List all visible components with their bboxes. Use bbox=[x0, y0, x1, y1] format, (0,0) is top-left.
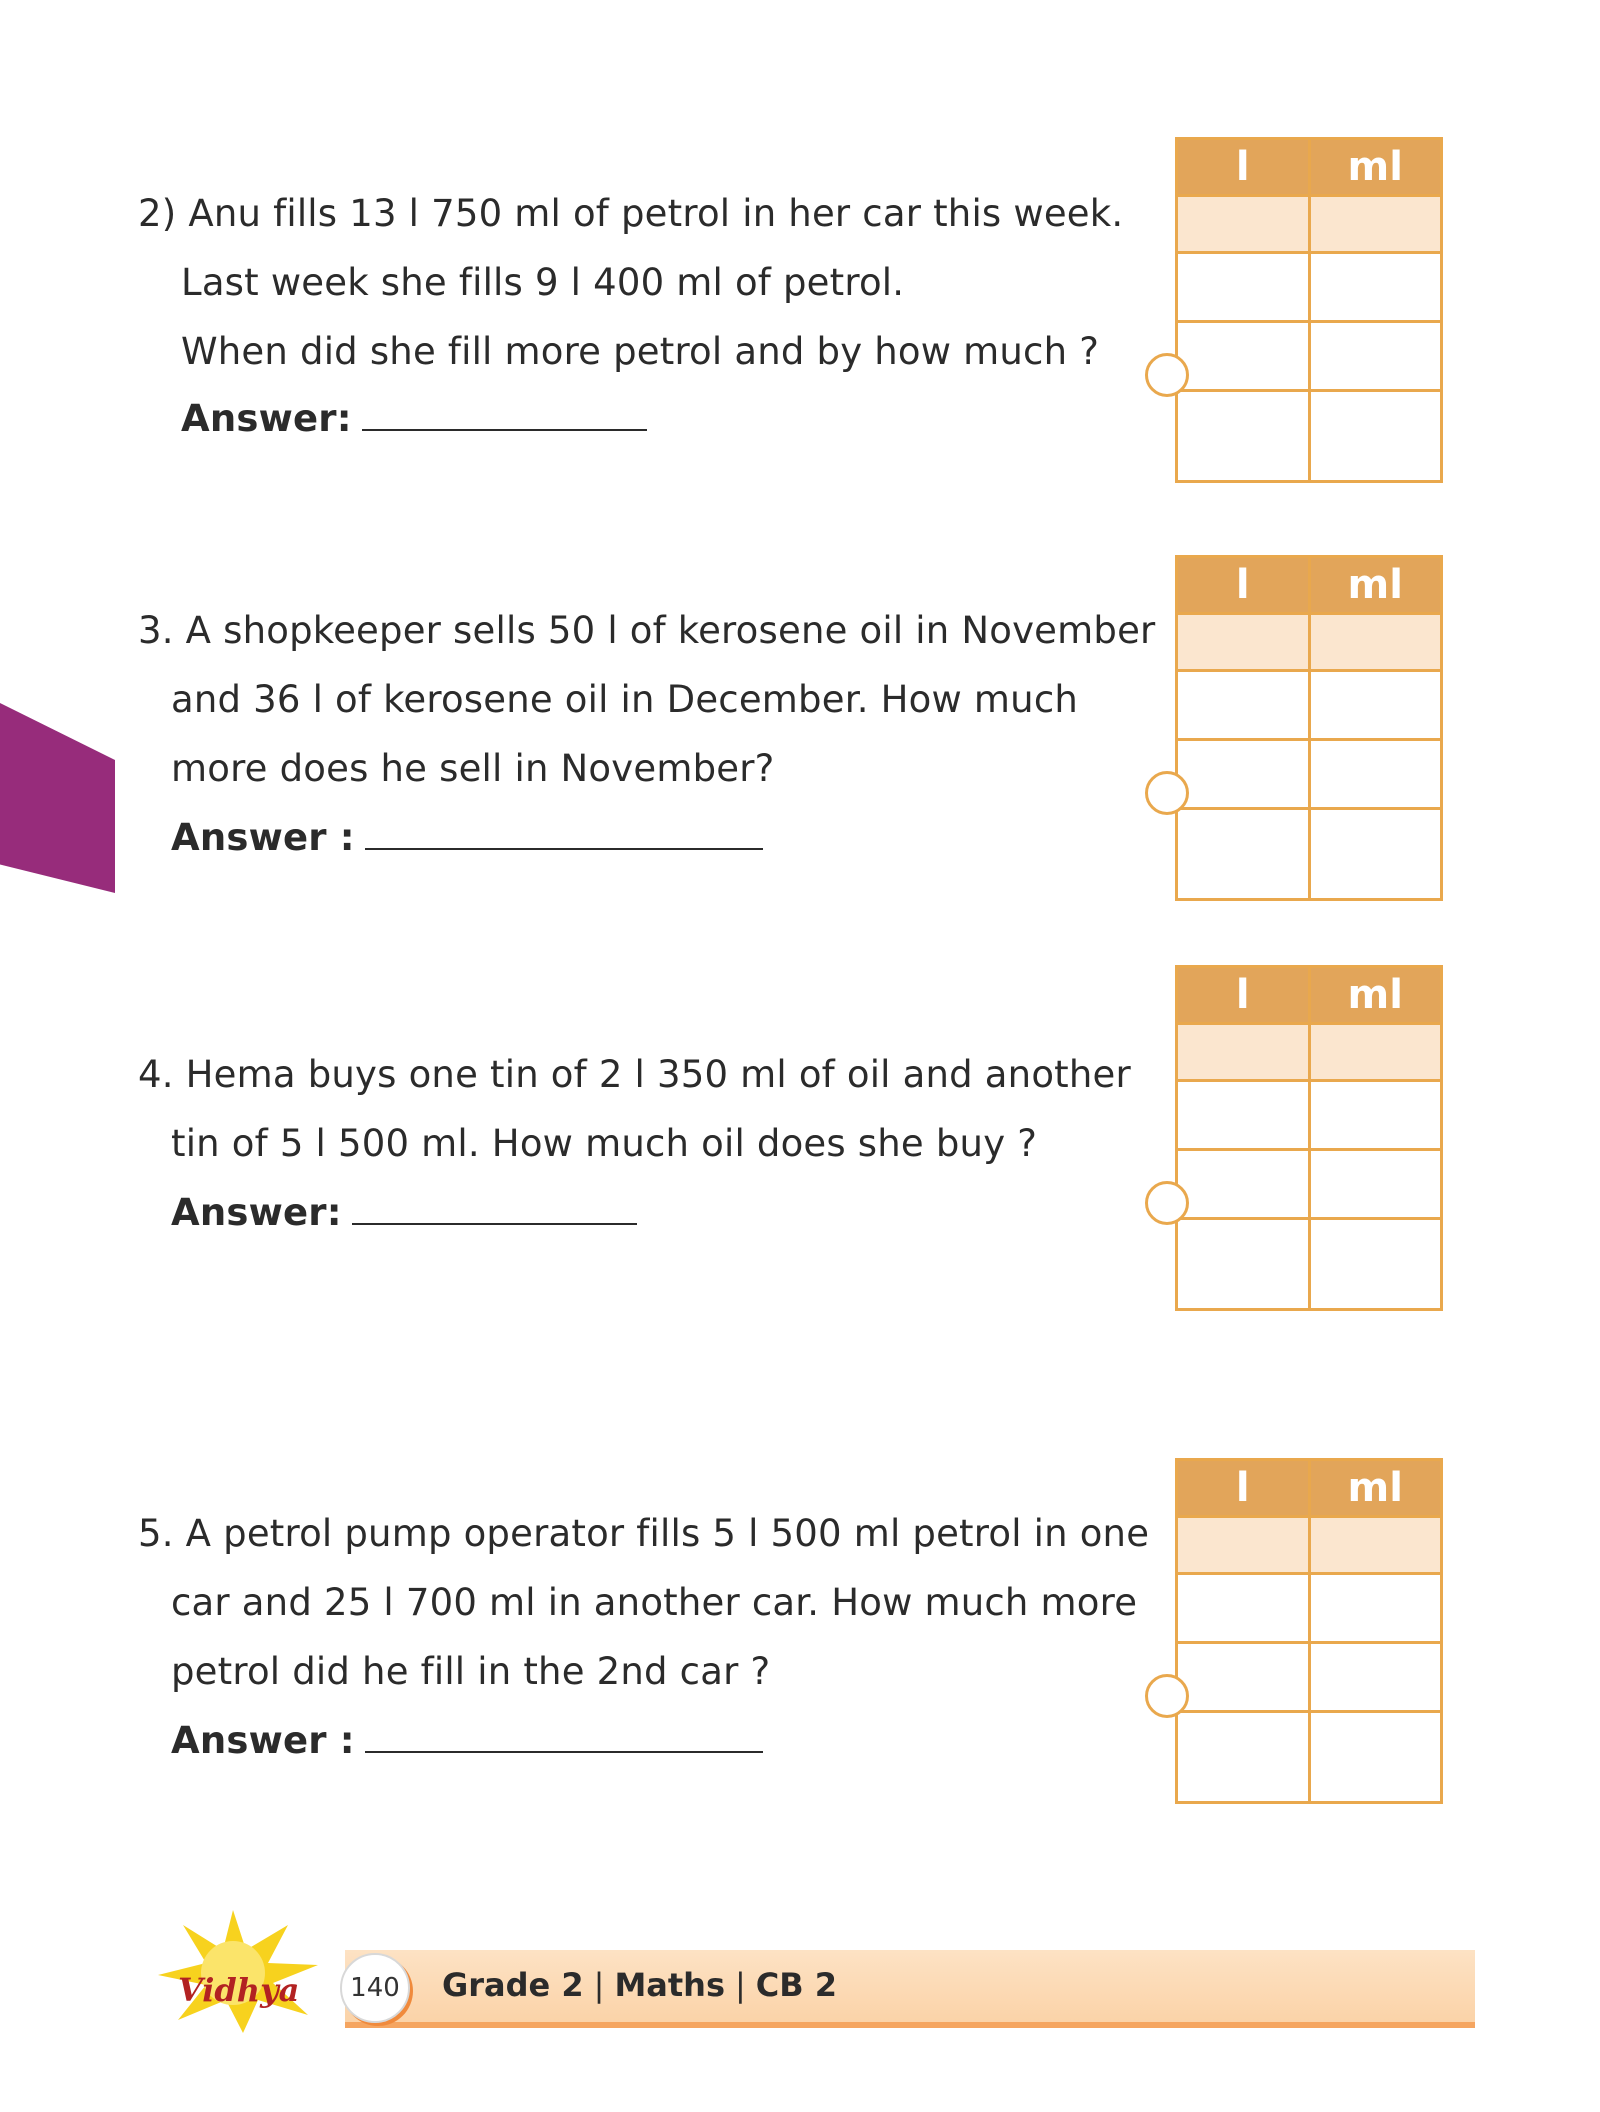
answer-label: Answer: bbox=[181, 397, 352, 440]
question-2-line-1: 2) Anu fills 13 l 750 ml of petrol in her car this week. bbox=[138, 192, 1124, 235]
litre-header: l bbox=[1177, 557, 1310, 614]
question-5-line-1: 5. A petrol pump operator fills 5 l 500 ml petrol in one bbox=[138, 1512, 1150, 1555]
ml-header: ml bbox=[1309, 1460, 1442, 1517]
table-cell[interactable] bbox=[1309, 1643, 1442, 1712]
footer-separator: | bbox=[735, 1966, 746, 2004]
table-cell[interactable] bbox=[1177, 1643, 1310, 1712]
question-2-line-2: Last week she fills 9 l 400 ml of petrol. bbox=[181, 261, 905, 304]
litre-header: l bbox=[1177, 967, 1310, 1024]
table-cell[interactable] bbox=[1177, 809, 1310, 900]
question-2-answer bbox=[181, 397, 647, 441]
table-cell[interactable] bbox=[1309, 391, 1442, 482]
table-cell[interactable] bbox=[1309, 322, 1442, 391]
table-cell[interactable] bbox=[1309, 1081, 1442, 1150]
table-cell[interactable] bbox=[1177, 614, 1310, 671]
table-cell[interactable] bbox=[1309, 1150, 1442, 1219]
side-tab-decoration bbox=[0, 703, 115, 893]
table-cell[interactable] bbox=[1177, 671, 1310, 740]
footer-grade: Grade 2 bbox=[442, 1966, 584, 2004]
footer-title bbox=[442, 1963, 837, 2007]
table-cell[interactable] bbox=[1177, 322, 1310, 391]
answer-blank[interactable] bbox=[365, 818, 763, 850]
question-3-line-3: more does he sell in November? bbox=[171, 747, 775, 790]
answer-label: Answer : bbox=[171, 1719, 355, 1762]
table-cell[interactable] bbox=[1177, 1712, 1310, 1803]
operator-circle[interactable] bbox=[1145, 353, 1189, 397]
table-cell[interactable] bbox=[1309, 1219, 1442, 1310]
question-3-line-2: and 36 l of kerosene oil in December. How much bbox=[171, 678, 1079, 721]
table-cell[interactable] bbox=[1309, 196, 1442, 253]
table-cell[interactable] bbox=[1177, 740, 1310, 809]
table-cell[interactable] bbox=[1309, 809, 1442, 900]
answer-label: Answer: bbox=[171, 1191, 342, 1234]
question-4-line-1: 4. Hema buys one tin of 2 l 350 ml of oil and another bbox=[138, 1053, 1131, 1096]
table-cell[interactable] bbox=[1309, 1712, 1442, 1803]
question-5-line-3: petrol did he fill in the 2nd car ? bbox=[171, 1650, 771, 1693]
footer-book: CB 2 bbox=[755, 1966, 838, 2004]
litre-header: l bbox=[1177, 139, 1310, 196]
ml-header: ml bbox=[1309, 557, 1442, 614]
ml-header: ml bbox=[1309, 139, 1442, 196]
page-number: 140 bbox=[340, 1953, 410, 2023]
table-cell[interactable] bbox=[1177, 1517, 1310, 1574]
table-cell[interactable] bbox=[1309, 671, 1442, 740]
logo-text: Vidhya bbox=[178, 1971, 300, 2009]
question-2-line-3: When did she fill more petrol and by how much ? bbox=[181, 330, 1100, 373]
table-cell[interactable] bbox=[1309, 1574, 1442, 1643]
table-cell[interactable] bbox=[1309, 614, 1442, 671]
table-cell[interactable] bbox=[1177, 1574, 1310, 1643]
table-cell[interactable] bbox=[1177, 196, 1310, 253]
calc-table-q4 bbox=[1175, 965, 1445, 1311]
table-cell[interactable] bbox=[1177, 1150, 1310, 1219]
table-cell[interactable] bbox=[1309, 740, 1442, 809]
calc-table-q3 bbox=[1175, 555, 1445, 901]
question-3-line-1: 3. A shopkeeper sells 50 l of kerosene oil in November bbox=[138, 609, 1156, 652]
vidhya-logo bbox=[118, 1905, 348, 2035]
table-cell[interactable] bbox=[1177, 391, 1310, 482]
calc-table-q5 bbox=[1175, 1458, 1445, 1804]
question-5-answer bbox=[171, 1719, 763, 1763]
table-cell[interactable] bbox=[1309, 253, 1442, 322]
calc-table-q2 bbox=[1175, 137, 1445, 483]
answer-blank[interactable] bbox=[365, 1721, 763, 1753]
litre-header: l bbox=[1177, 1460, 1310, 1517]
question-5-line-2: car and 25 l 700 ml in another car. How much more bbox=[171, 1581, 1138, 1624]
question-4-line-2: tin of 5 l 500 ml. How much oil does she buy ? bbox=[171, 1122, 1038, 1165]
operator-circle[interactable] bbox=[1145, 1674, 1189, 1718]
footer-subject: Maths bbox=[614, 1966, 725, 2004]
table-cell[interactable] bbox=[1177, 1219, 1310, 1310]
operator-circle[interactable] bbox=[1145, 771, 1189, 815]
answer-blank[interactable] bbox=[352, 1193, 637, 1225]
operator-circle[interactable] bbox=[1145, 1181, 1189, 1225]
table-cell[interactable] bbox=[1177, 253, 1310, 322]
table-cell[interactable] bbox=[1177, 1081, 1310, 1150]
answer-label: Answer : bbox=[171, 816, 355, 859]
table-cell[interactable] bbox=[1177, 1024, 1310, 1081]
answer-blank[interactable] bbox=[362, 399, 647, 431]
question-3-answer bbox=[171, 816, 763, 860]
table-cell[interactable] bbox=[1309, 1517, 1442, 1574]
footer-separator: | bbox=[593, 1966, 605, 2004]
ml-header: ml bbox=[1309, 967, 1442, 1024]
table-cell[interactable] bbox=[1309, 1024, 1442, 1081]
question-4-answer bbox=[171, 1191, 637, 1235]
